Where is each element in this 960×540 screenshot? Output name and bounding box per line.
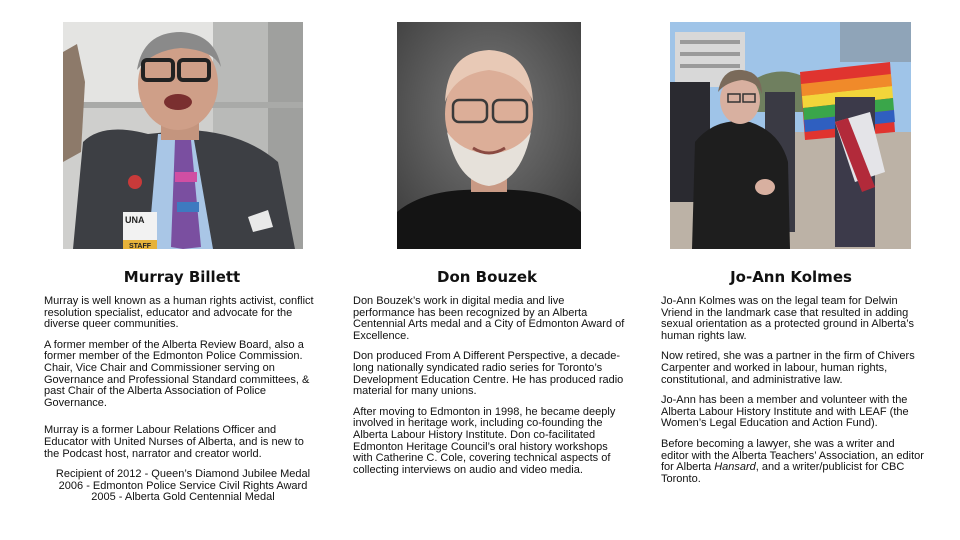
bio-paragraph: Jo-Ann Kolmes was on the legal team for Delwin Vriend in the landmark case that resulted in adding sexual orientation as a protected ground in Alberta’s human rights law. [661,295,914,342]
don-bouzek-photo [397,22,581,249]
don-bouzek-bio [353,296,625,485]
award-line: 2005 - Alberta Gold Centennial Medal [91,491,275,504]
staff-text: STAFF [129,243,152,249]
person-name: Jo-Ann Kolmes [730,268,852,286]
murray-billett-bio [44,296,322,504]
bio-paragraph: Don Bouzek’s work in digital media and live performance has been recognized by an Alberta Centennial Arts medal and a City of Edmonton Award of Excellence. [353,295,625,342]
bio-paragraph: Murray is well known as a human rights activist, conflict resolution specialist, educator and advocate for the diverse queer communities. [44,295,314,331]
bio-paragraph: Murray is a former Labour Relations Officer and Educator with United Nurses of Alberta, and is new to the Podcast host, narrator and creator world. [44,424,304,460]
bio-paragraph: After moving to Edmonton in 1998, he became deeply involved in heritage work, including co-founding the Alberta Labour History Institute. Don co-facilitated Edmonton Heritage Council’s oral history workshops with Catherine C. Cole, covering technical aspects of collecting interviews on audio and video media. [353,405,616,476]
person-name: Don Bouzek [437,268,537,286]
bio-paragraph: Jo-Ann has been a member and volunteer with the Alberta Labour History Institute and with LEAF (the Women’s Legal Education and Action Fund). [661,394,909,430]
person-name: Murray Billett [123,268,241,286]
bio-paragraph: Don produced From A Different Perspective, a decade-long nationally syndicated radio series for Toronto’s Development Education Centre. He has produced radio material for many unions. [353,350,624,398]
award-line: 2006 - Edmonton Police Service Civil Rights Award [58,479,308,492]
bio-text: Before becoming a lawyer, she was a writer and editor with the Alberta Teachers’ Association, an editor for Alberta [661,437,924,474]
bio-paragraph: A former member of the Alberta Review Board, also a former member of the Edmonton Police Commission. Chair, Vice Chair and Commissioner serving on Governance and Professional Standard committees, & past Chair of the Alberta Association of Police Governance. [44,338,310,409]
bio-paragraph [661,439,925,485]
bio-text: , and a writer/publicist for CBC Toronto. [661,461,905,485]
bio-paragraph: Now retired, she was a partner in the firm of Chivers Carpenter and worked in labour, human rights, constitutional, and administrative law. [661,350,915,386]
badge-text: UNA [125,215,145,225]
publication-title: Hansard [714,461,756,474]
murray-billett-photo [63,22,303,249]
awards-list [44,469,322,504]
jo-ann-kolmes-photo [670,22,911,249]
jo-ann-kolmes-bio [661,296,925,494]
award-line: Recipient of 2012 - Queen’s Diamond Jubilee Medal [55,468,311,481]
